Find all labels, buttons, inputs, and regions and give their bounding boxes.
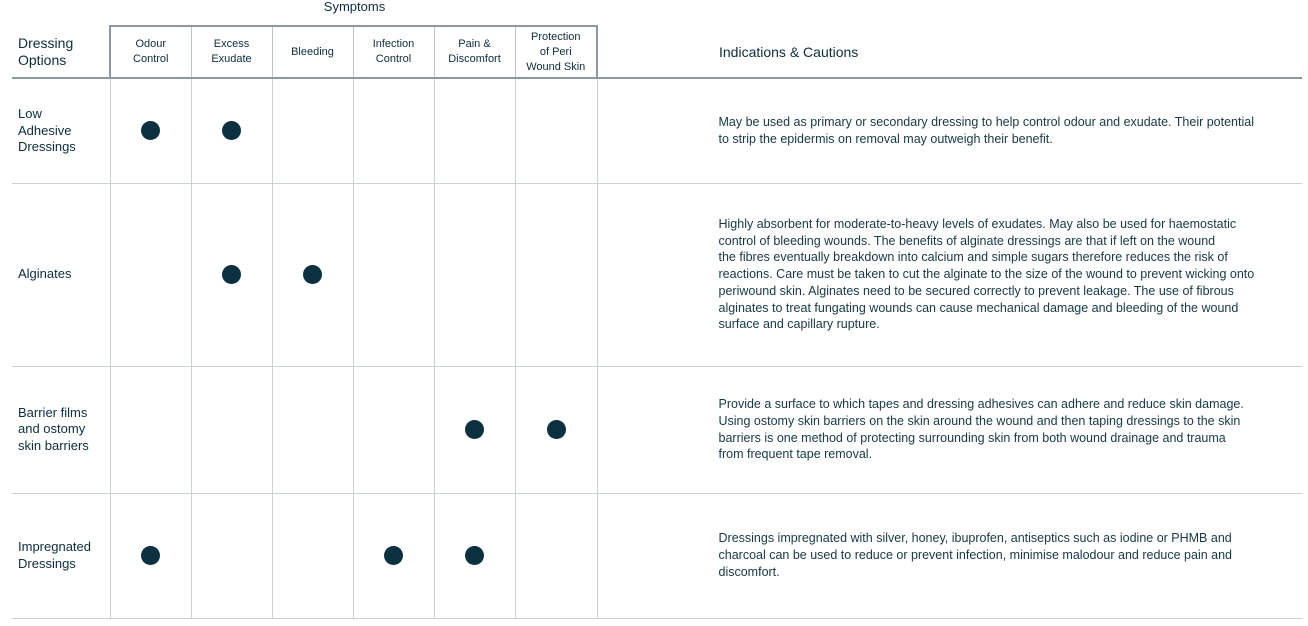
symptom-cell-bleeding [272, 78, 353, 183]
symptom-cell-infection-control [353, 78, 434, 183]
dressing-options-header: Dressing Options [12, 26, 110, 78]
indication-text: May be used as primary or secondary dressing to help control odour and exudate. Their potential to strip the epidermis on removal may outweigh their benefit. [597, 78, 1302, 183]
symptom-cell-excess-exudate [191, 493, 272, 618]
symptom-cell-odour-control [110, 366, 191, 493]
indicator-dot-icon [141, 121, 160, 140]
indicator-dot-icon [384, 546, 403, 565]
table-row [12, 183, 1302, 366]
symptom-cell-odour-control [110, 493, 191, 618]
symptom-cell-infection-control [353, 183, 434, 366]
symptom-cell-infection-control [353, 366, 434, 493]
symptom-header-pain-discomfort: Pain & Discomfort [434, 26, 515, 78]
indicator-dot-icon [222, 265, 241, 284]
symptom-cell-pain-discomfort [434, 78, 515, 183]
symptom-cell-peri-wound-protection [515, 366, 597, 493]
header-row [12, 26, 1302, 78]
symptom-cell-excess-exudate [191, 366, 272, 493]
indicator-dot-icon [303, 265, 322, 284]
indicator-dot-icon [465, 420, 484, 439]
dressing-option-label: Impregnated Dressings [12, 493, 110, 618]
dressing-option-label: Low Adhesive Dressings [12, 78, 110, 183]
symptom-header-excess-exudate: Excess Exudate [191, 26, 272, 78]
dressing-option-label: Alginates [12, 183, 110, 366]
symptom-header-bleeding: Bleeding [272, 26, 353, 78]
symptom-cell-peri-wound-protection [515, 493, 597, 618]
symptom-header-infection-control: Infection Control [353, 26, 434, 78]
indicator-dot-icon [465, 546, 484, 565]
symptom-cell-excess-exudate [191, 183, 272, 366]
symptom-cell-odour-control [110, 183, 191, 366]
dressing-option-label: Barrier films and ostomy skin barriers [12, 366, 110, 493]
symptoms-caption: Symptoms [323, 0, 386, 14]
table-row [12, 493, 1302, 618]
dressing-options-table [12, 25, 1302, 619]
symptom-cell-peri-wound-protection [515, 78, 597, 183]
symptom-cell-peri-wound-protection [515, 183, 597, 366]
symptom-cell-bleeding [272, 183, 353, 366]
indication-text: Dressings impregnated with silver, honey, ibuprofen, antiseptics such as iodine or PHMB and charcoal can be used to reduce or prevent infection, minimise malodour and reduce pain and discomfort. [597, 493, 1302, 618]
table-row [12, 366, 1302, 493]
symptom-cell-infection-control [353, 493, 434, 618]
symptom-cell-pain-discomfort [434, 366, 515, 493]
indications-header: Indications & Cautions [597, 26, 1302, 78]
indication-text: Provide a surface to which tapes and dressing adhesives can adhere and reduce skin damage. Using ostomy skin barriers on the skin around the wound and then taping dressings to the skin barriers is one method of protecting surrounding skin from both wound drainage and trauma from frequent tape removal. [597, 366, 1302, 493]
symptom-cell-bleeding [272, 366, 353, 493]
indication-text: Highly absorbent for moderate-to-heavy levels of exudates. May also be used for haemostatic control of bleeding wounds. The benefits of alginate dressings are that if left on the wound the fibres eventually breakdown into calcium and simple sugars therefore reduces the risk of reactions. Care must be taken to cut the alginate to the size of the wound to prevent wicking onto periwound skin. Alginates need to be secured correctly to prevent leakage. The use of fibrous alginates to treat fungating wounds can cause mechanical damage and bleeding of the wound surface and capillary rupture. [597, 183, 1302, 366]
indicator-dot-icon [222, 121, 241, 140]
table-row [12, 78, 1302, 183]
indicator-dot-icon [141, 546, 160, 565]
symptom-cell-odour-control [110, 78, 191, 183]
symptom-cell-pain-discomfort [434, 183, 515, 366]
symptom-cell-excess-exudate [191, 78, 272, 183]
symptom-cell-bleeding [272, 493, 353, 618]
indicator-dot-icon [547, 420, 566, 439]
symptom-header-odour-control: Odour Control [110, 26, 191, 78]
symptom-header-peri-wound-protection: Protection of Peri Wound Skin [515, 26, 597, 78]
symptom-cell-pain-discomfort [434, 493, 515, 618]
